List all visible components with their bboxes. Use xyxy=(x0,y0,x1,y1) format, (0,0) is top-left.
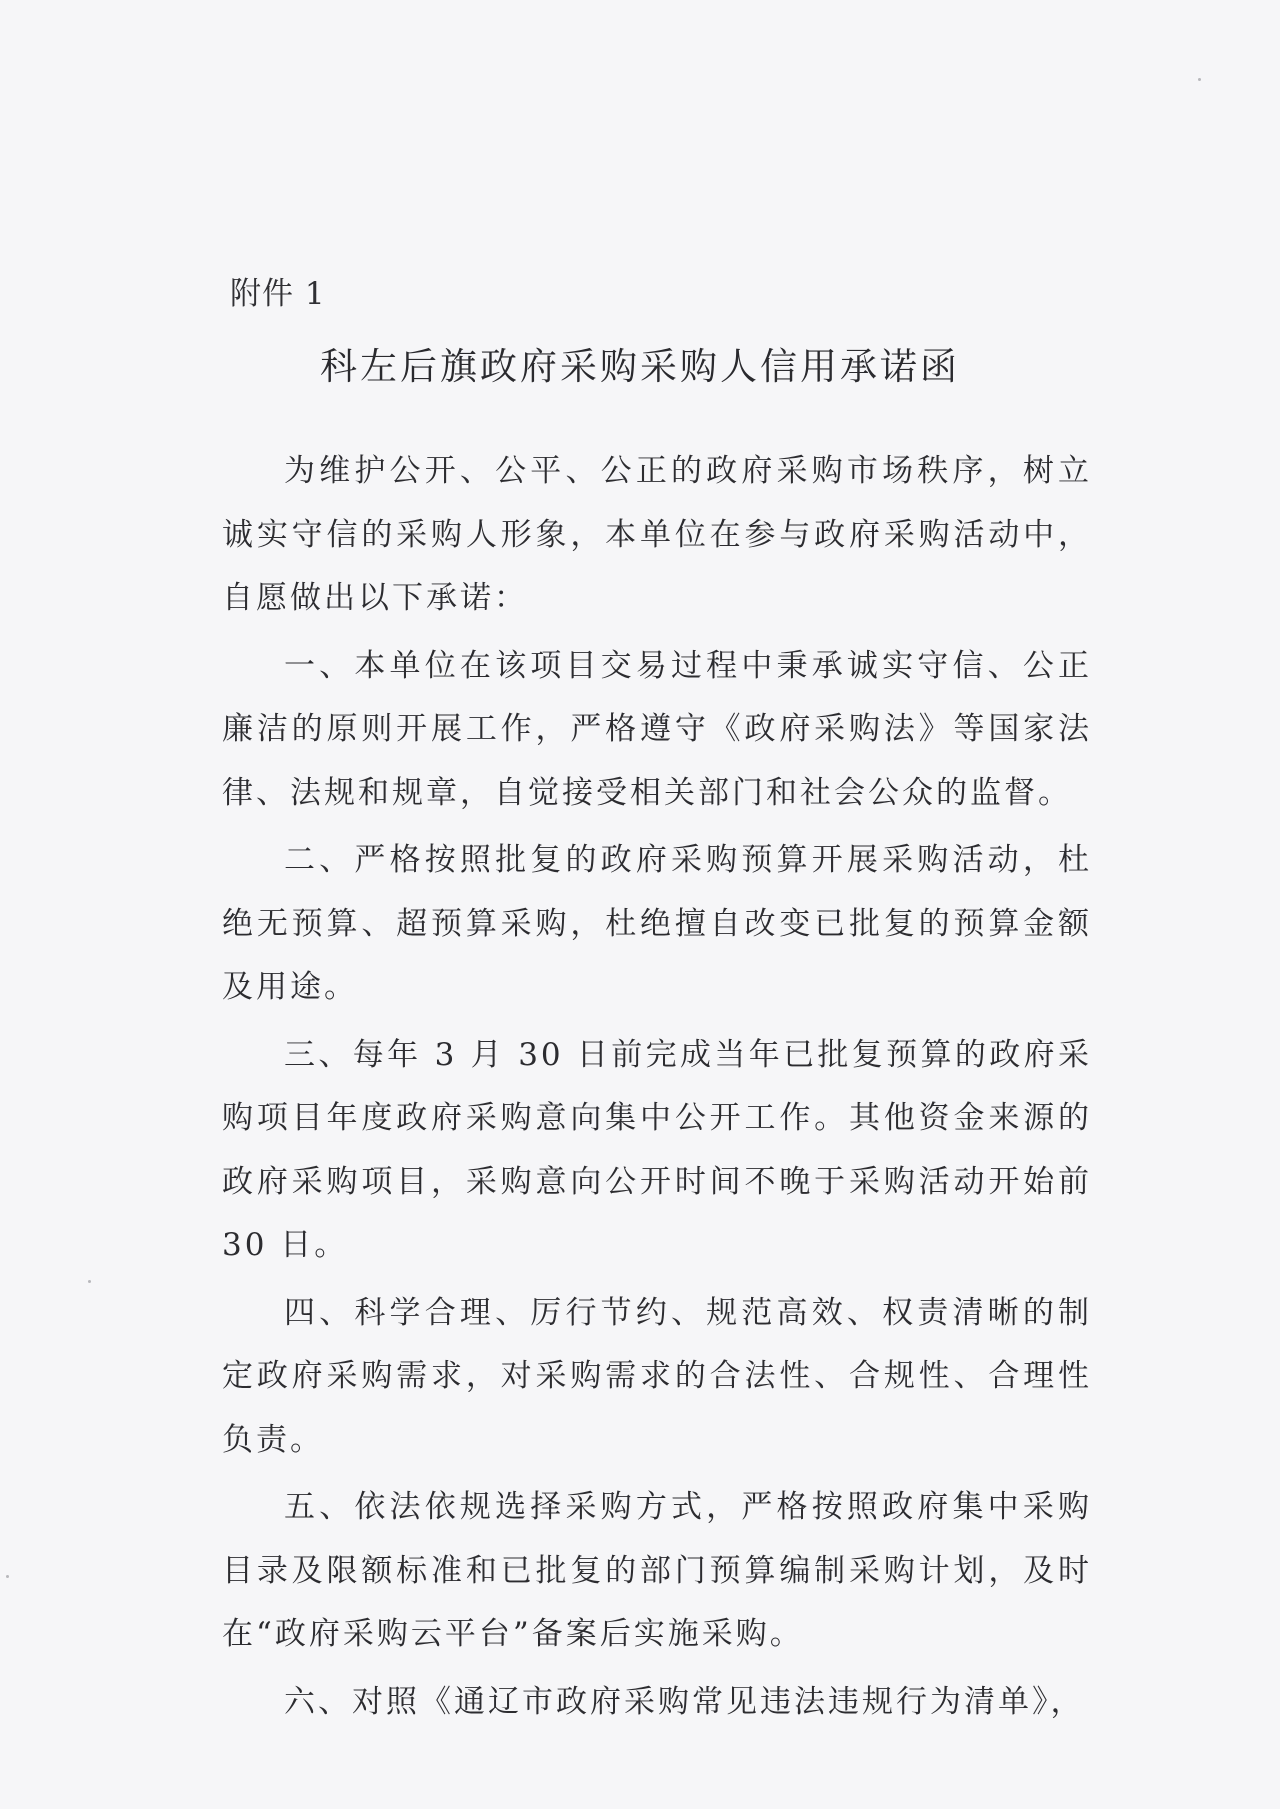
commitment-paragraph-1: 一、本单位在该项目交易过程中秉承诚实守信、公正廉洁的原则开展工作，严格遵守《政府采购法》等国家法律、法规和规章，自觉接受相关部门和社会公众的监督。 xyxy=(222,647,1092,811)
intro-paragraph: 为维护公开、公平、公正的政府采购市场秩序，树立诚实守信的采购人形象，本单位在参与政府采购活动中，自愿做出以下承诺： xyxy=(222,453,1092,616)
document-title: 科左后旗政府采购采购人信用承诺函 xyxy=(320,345,960,388)
commitment-paragraph-5: 五、依法依规选择采购方式，严格按照政府集中采购目录及限额标准和已批复的部门预算编制采购计划，及时在“政府采购云平台”备案后实施采购。 xyxy=(222,1489,1092,1652)
commitment-paragraph-3: 三、每年 3 月 30 日前完成当年已批复预算的政府采购项目年度政府采购意向集中公开工作。其他资金来源的政府采购项目，采购意向公开时间不晚于采购活动开始前 30 日。 xyxy=(222,1036,1092,1263)
scan-speck xyxy=(1198,78,1201,81)
commitment-paragraph-2: 二、严格按照批复的政府采购预算开展采购活动，杜绝无预算、超预算采购，杜绝擅自改变已批复的预算金额及用途。 xyxy=(222,842,1092,1005)
document-body xyxy=(222,440,1092,1738)
attachment-label: 附件 1 xyxy=(230,276,326,312)
commitment-paragraph-4: 四、科学合理、厉行节约、规范高效、权责清晰的制定政府采购需求，对采购需求的合法性、合规性、合理性负责。 xyxy=(222,1294,1092,1458)
commitment-paragraph-6: 六、对照《通辽市政府采购常见违法违规行为清单》， xyxy=(284,1683,1085,1720)
scan-speck xyxy=(88,1280,91,1283)
scan-speck xyxy=(6,1575,9,1578)
